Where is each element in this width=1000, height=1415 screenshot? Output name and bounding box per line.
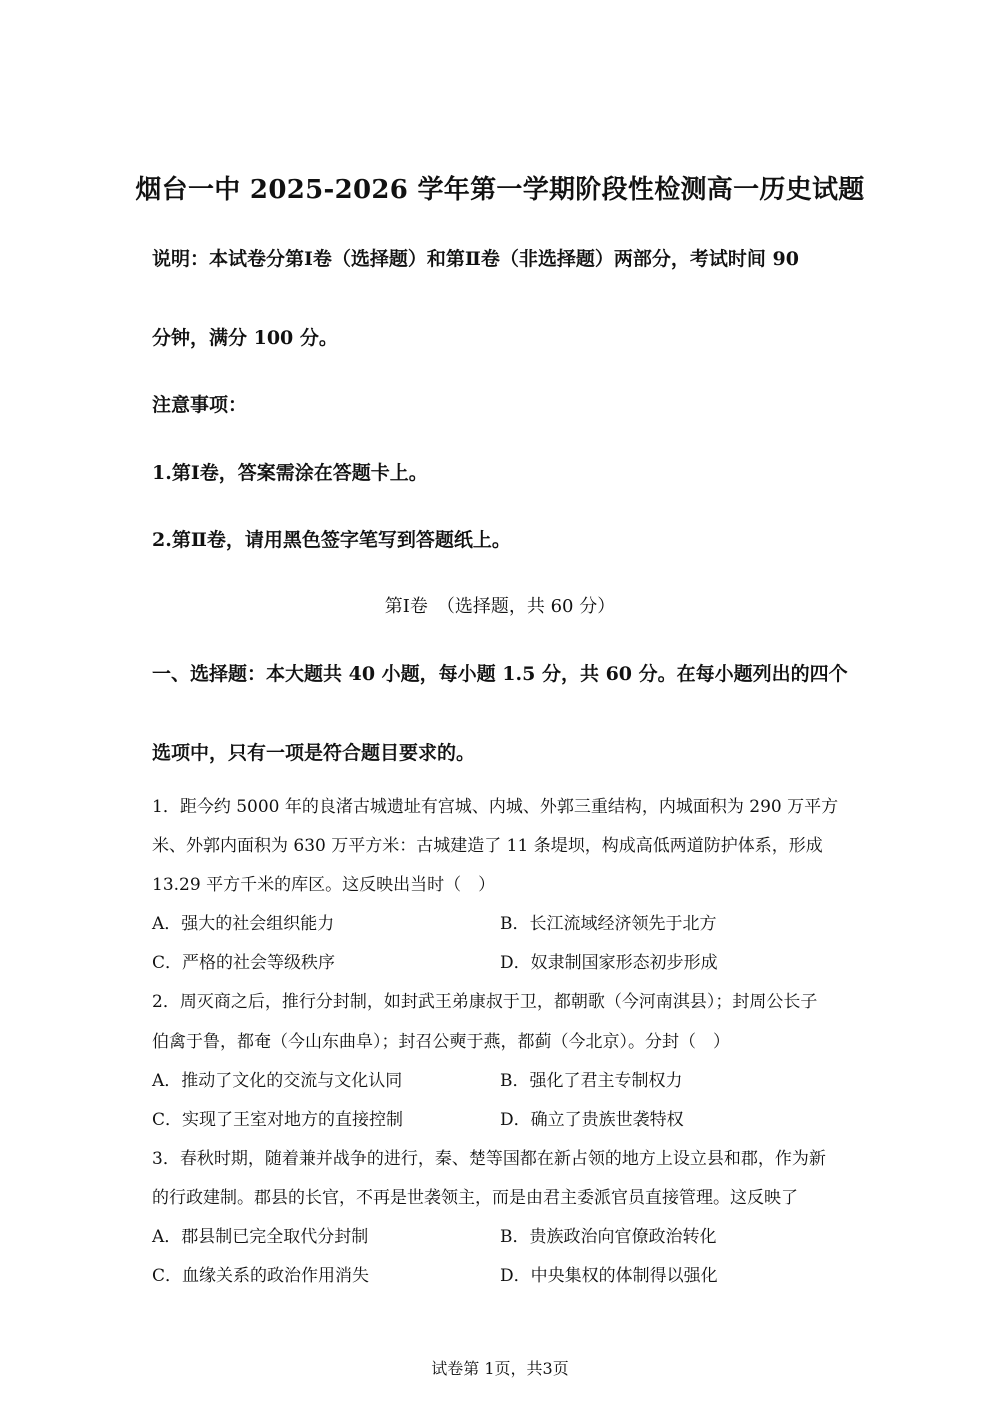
question-2-option-b: B．强化了君主专制权力 — [500, 1071, 683, 1091]
question-3-option-b: B．贵族政治向官僚政治转化 — [500, 1227, 717, 1247]
question-1-option-d: D．奴隶制国家形态初步形成 — [500, 953, 718, 973]
question-3-option-c: C．血缘关系的政治作用消失 — [152, 1266, 370, 1286]
notice-title: 注意事项： — [152, 394, 248, 416]
question-3-option-d: D．中央集权的体制得以强化 — [500, 1266, 718, 1286]
question-2-option-d: D．确立了贵族世袭特权 — [500, 1110, 684, 1130]
page-footer: 试卷第 1页，共3页 — [431, 1359, 569, 1378]
question-1-line-3: 13.29 平方千米的库区。这反映出当时（ ） — [152, 875, 496, 895]
question-2-line-2: 伯禽于鲁，都奄（今山东曲阜）；封召公奭于燕，都蓟（今北京）。分封（ ） — [152, 1032, 730, 1052]
question-1-option-b: B．长江流域经济领先于北方 — [500, 914, 717, 934]
question-3-line-2: 的行政建制。郡县的长官，不再是世袭领主，而是由君主委派官员直接管理。这反映了 — [152, 1188, 798, 1208]
part-one-line-2: 选项中，只有一项是符合题目要求的。 — [152, 742, 476, 764]
question-1-option-a: A．强大的社会组织能力 — [152, 914, 335, 934]
question-2-line-1: 2．周灭商之后，推行分封制，如封武王弟康叔于卫，都朝歌（今河南淇县）；封周公长子 — [152, 992, 818, 1012]
part-one-line-1: 一、选择题：本大题共 40 小题，每小题 1.5 分，共 60 分。在每小题列出的四个 — [152, 663, 848, 685]
question-1-option-c: C．严格的社会等级秩序 — [152, 953, 336, 973]
note-1: 1.第Ⅰ卷，答案需涂在答题卡上。 — [152, 462, 428, 484]
note-2: 2.第Ⅱ卷，请用黑色签字笔写到答题纸上。 — [152, 529, 511, 551]
question-3-option-a: A．郡县制已完全取代分封制 — [152, 1227, 369, 1247]
instructions-line-2: 分钟，满分 100 分。 — [152, 327, 338, 349]
question-1-line-2: 米、外郭内面积为 630 万平方米：古城建造了 11 条堤坝，构成高低两道防护体系，形成 — [152, 836, 823, 856]
question-2-option-c: C．实现了王室对地方的直接控制 — [152, 1110, 404, 1130]
question-3-line-1: 3．春秋时期，随着兼并战争的进行，秦、楚等国都在新占领的地方上设立县和郡，作为新 — [152, 1149, 826, 1169]
exam-title: 烟台一中 2025-2026 学年第一学期阶段性检测高一历史试题 — [135, 175, 865, 205]
question-2-option-a: A．推动了文化的交流与文化认同 — [152, 1071, 403, 1091]
instructions-line-1: 说明：本试卷分第Ⅰ卷（选择题）和第Ⅱ卷（非选择题）两部分，考试时间 90 — [152, 248, 799, 270]
question-1-line-1: 1．距今约 5000 年的良渚古城遗址有宫城、内城、外郭三重结构，内城面积为 290 万平方 — [152, 797, 839, 817]
section-heading: 第Ⅰ卷 （选择题，共 60 分） — [384, 596, 616, 617]
